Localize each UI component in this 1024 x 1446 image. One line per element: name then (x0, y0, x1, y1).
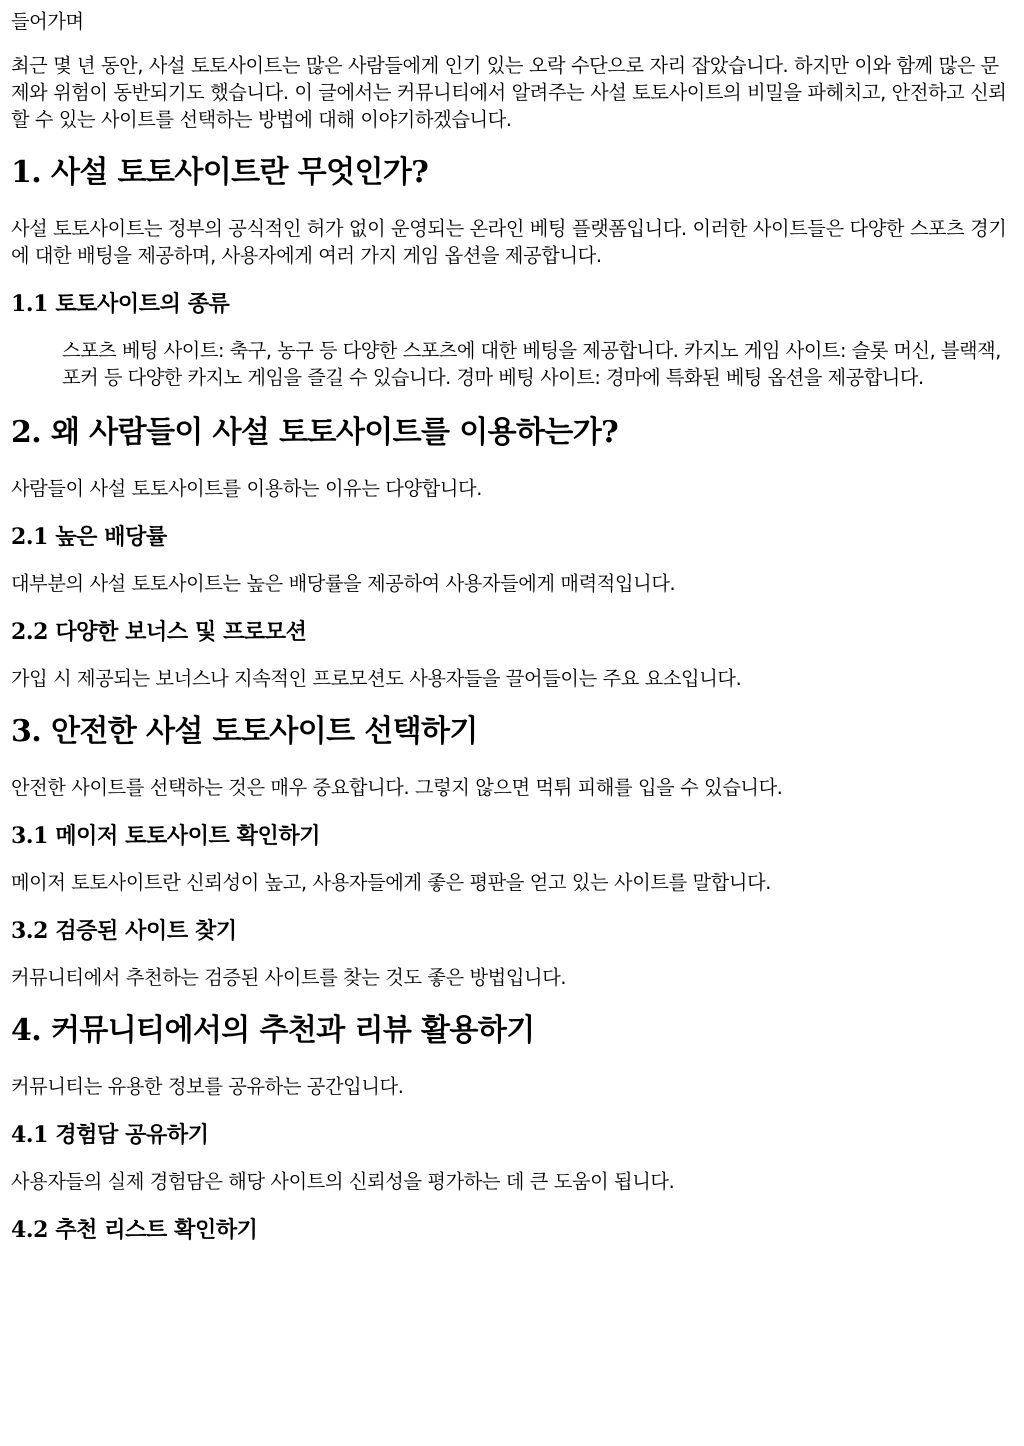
subsection-heading: 1.1 토토사이트의 종류 (11, 291, 230, 317)
section-heading: 1. 사설 토토사이트란 무엇인가? (11, 155, 429, 190)
subsection-heading: 2.2 다양한 보너스 및 프로모션 (11, 619, 307, 645)
section-text: 커뮤니티는 유용한 정보를 공유하는 공간입니다. (11, 1075, 404, 1098)
section-text: 안전한 사이트를 선택하는 것은 매우 중요합니다. 그렇지 않으면 먹튀 피해를 입을 수 있습니다. (11, 776, 783, 799)
intro-paragraph: 최근 몇 년 동안, 사설 토토사이트는 많은 사람들에게 인기 있는 오락 수단으로 자리 잡았습니다. 하지만 이와 함께 많은 문제와 위험이 동반되기도 했습니다. 이 글에서는 커뮤니티에서 알려주는 사설 토토사이트의 비밀을 파헤치고, 안전하고 신뢰할 수 있는 사이트를 선택하는 방법에 대해 이야기하겠습니다. (11, 54, 1007, 131)
section-heading: 3. 안전한 사설 토토사이트 선택하기 (11, 714, 478, 749)
subsection-heading: 4.1 경험담 공유하기 (11, 1122, 209, 1148)
intro-label: 들어가며 (11, 10, 84, 33)
subsection-text: 사용자들의 실제 경험담은 해당 사이트의 신뢰성을 평가하는 데 큰 도움이 됩니다. (11, 1170, 675, 1193)
subsection-text: 가입 시 제공되는 보너스나 지속적인 프로모션도 사용자들을 끌어들이는 주요 요소입니다. (11, 667, 742, 690)
section-heading: 4. 커뮤니티에서의 추천과 리뷰 활용하기 (11, 1013, 535, 1048)
subsection-text: 커뮤니티에서 추천하는 검증된 사이트를 찾는 것도 좋은 방법입니다. (11, 966, 567, 989)
subsection-heading: 4.2 추천 리스트 확인하기 (11, 1217, 258, 1243)
section-heading: 2. 왜 사람들이 사설 토토사이트를 이용하는가? (11, 415, 619, 450)
subsection-heading: 3.2 검증된 사이트 찾기 (11, 918, 237, 944)
subsection-text: 메이저 토토사이트란 신뢰성이 높고, 사용자들에게 좋은 평판을 얻고 있는 사이트를 말합니다. (11, 871, 772, 894)
quote-text: 스포츠 베팅 사이트: 축구, 농구 등 다양한 스포츠에 대한 베팅을 제공합니다. 카지노 게임 사이트: 슬롯 머신, 블랙잭, 포커 등 다양한 카지노 게임을 즐길 수 있습니다. 경마 베팅 사이트: 경마에 특화된 베팅 옵션을 제공합니다. (62, 339, 1001, 389)
section-text: 사람들이 사설 토토사이트를 이용하는 이유는 다양합니다. (11, 477, 482, 500)
subsection-heading: 3.1 메이저 토토사이트 확인하기 (11, 823, 321, 849)
site-types-quote (62, 337, 1012, 391)
subsection-text: 대부분의 사설 토토사이트는 높은 배당률을 제공하여 사용자들에게 매력적입니다. (11, 572, 676, 595)
subsection-heading: 2.1 높은 배당률 (11, 524, 167, 550)
section-text: 사설 토토사이트는 정부의 공식적인 허가 없이 운영되는 온라인 베팅 플랫폼입니다. 이러한 사이트들은 다양한 스포츠 경기에 대한 배팅을 제공하며, 사용자에게 여러 가지 게임 옵션을 제공합니다. (11, 217, 1007, 267)
